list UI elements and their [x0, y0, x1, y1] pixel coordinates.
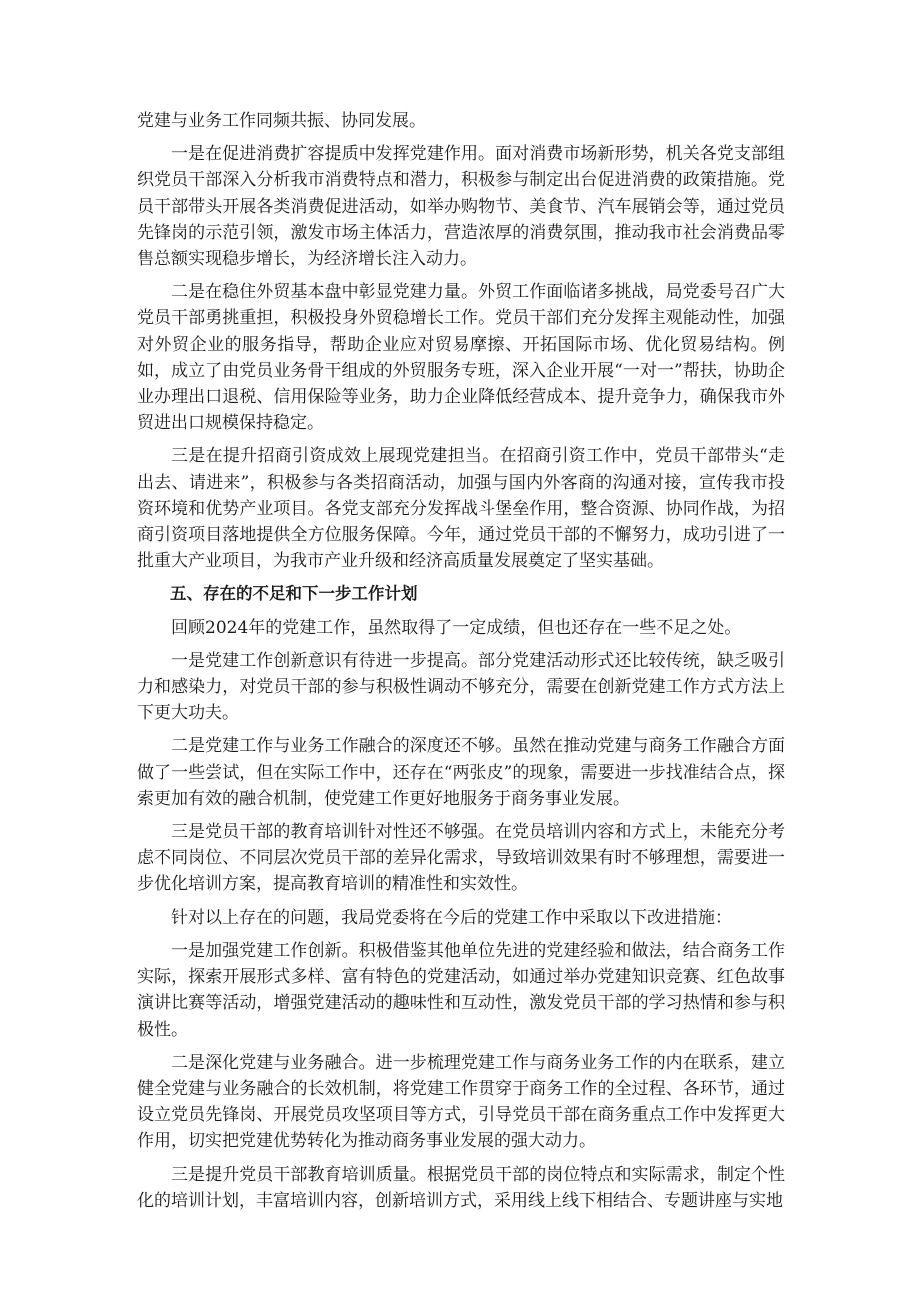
paragraph-shortcoming-2: 二是党建工作与业务工作融合的深度还不够。虽然在推动党建与商务工作融合方面做了一些尝试，但在实际工作中，还存在“两张皮”的现象，需要进一步找准结合点，探索更加有效的融合机制，使党建工作更好地服务于商务事业发展。 — [137, 736, 785, 809]
paragraph-measures-intro: 针对以上存在的问题，我局党委将在今后的党建工作中采取以下改进措施： — [171, 907, 732, 928]
paragraph-continuation: 党建与业务工作同频共振、协同发展。 — [137, 111, 426, 131]
paragraph-foreign-trade: 二是在稳住外贸基本盘中彰显党建力量。外贸工作面临诸多挑战，局党委号召广大党员干部勇挑重担，积极投身外贸稳增长工作。党员干部们充分发挥主观能动性，加强对外贸企业的服务指导，帮助企业应对贸易摩擦、开拓国际市场、优化贸易结构。例如，成立了由党员业务骨干组成的外贸服务专班，深入企业开展“一对一”帮扶，协助企业办理出口退税、信用保险等业务，助力企业降低经营成本、提升竞争力，确保我市外贸进出口规模保持稳定。 — [137, 282, 785, 434]
paragraph-measure-2: 二是深化党建与业务融合。进一步梳理党建工作与商务业务工作的内在联系，建立健全党建与业务融合的长效机制，将党建工作贯穿于商务工作的全过程、各环节，通过设立党员先锋岗、开展党员攻坚项目等方式，引导党员干部在商务重点工作中发挥更大作用，切实把党建优势转化为推动商务事业发展的强大动力。 — [137, 1052, 785, 1152]
paragraph-shortcoming-3: 三是党员干部的教育培训针对性还不够强。在党员培训内容和方式上，未能充分考虑不同岗位、不同层次党员干部的差异化需求，导致培训效果有时不够理想，需要进一步优化培训方案，提高教育培训的精准性和实效性。 — [137, 822, 785, 895]
paragraph-consumption: 一是在促进消费扩容提质中发挥党建作用。面对消费市场新形势，机关各党支部组织党员干部深入分析我市消费特点和潜力，积极参与制定出台促进消费的政策措施。党员干部带头开展各类消费促进活动，如举办购物节、美食节、汽车展销会等，通过党员先锋岗的示范引领，激发市场主体活力，营造浓厚的消费氛围，推动我市社会消费品零售总额实现稳步增长，为经济增长注入动力。 — [137, 144, 785, 270]
paragraph-measure-3: 三是提升党员干部教育培训质量。根据党员干部的岗位特点和实际需求，制定个性化的培训计划，丰富培训内容，创新培训方式，采用线上线下相结合、专题讲座与实地 — [137, 1164, 785, 1211]
paragraph-investment: 三是在提升招商引资成效上展现党建担当。在招商引资工作中，党员干部带头“走出去、请进来”，积极参与各类招商活动，加强与国内外客商的沟通对接，宣传我市投资环境和优势产业项目。各党支部充分发挥战斗堡垒作用，整合资源、协同作战，为招商引资项目落地提供全方位服务保障。今年，通过党员干部的不懈努力，成功引进了一批重大产业项目，为我市产业升级和经济高质量发展奠定了坚实基础。 — [137, 446, 785, 572]
paragraph-measure-1: 一是加强党建工作创新。积极借鉴其他单位先进的党建经验和做法，结合商务工作实际，探索开展形式多样、富有特色的党建活动，如通过举办党建知识竞赛、红色故事演讲比赛等活动，增强党建活动的趣味性和互动性，激发党员干部的学习热情和参与积极性。 — [137, 940, 785, 1040]
document-page — [137, 108, 785, 1221]
paragraph-shortcoming-1: 一是党建工作创新意识有待进一步提高。部分党建活动形式还比较传统，缺乏吸引力和感染力，对党员干部的参与积极性调动不够充分，需要在创新党建工作方式方法上下更大功夫。 — [137, 650, 785, 724]
paragraph-review: 回顾2024年的党建工作，虽然取得了一定成绩，但也还存在一些不足之处。 — [171, 617, 742, 638]
section-heading: 五、存在的不足和下一步工作计划 — [170, 584, 418, 604]
